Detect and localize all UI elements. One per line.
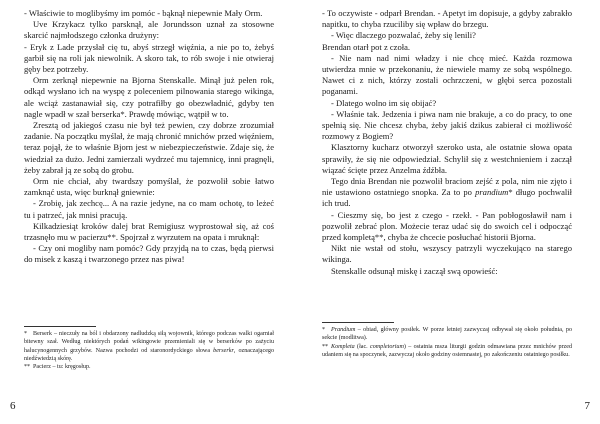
- footnote-mark: *: [322, 327, 326, 333]
- paragraph: [322, 176, 572, 210]
- paragraph: Kilkadziesiąt kroków dalej brat Remigiusz wyprostował się, aż coś trzasnęło mu w pacierzu**. Spojrzał z wyrzutem na opata i mruknął:: [24, 220, 274, 243]
- footnote: [24, 330, 274, 363]
- paragraph: - Zrobię, jak zechcę... A na razie jedyne, na co mam ochotę, to leżeć tu i patrzeć, jak mnisi pracują.: [24, 198, 274, 220]
- footnote: [24, 363, 274, 371]
- footnote-mark: **: [322, 343, 329, 350]
- footnote-text: Berserk – nieczuły na ból i obdarzony nadludzką siłą wojownik, którego podczas walki ogarniał bitewny szał. Według niektórych podań wikingowie przemieniali się w berserków po zażyciu halucynogennych grzybów. Nazwa pochodzi od staronordyckiego słowa: [24, 331, 274, 354]
- footnote-rule: [322, 322, 394, 323]
- left-page: [10, 0, 274, 424]
- paragraph: Uve Krzykacz tylko parsknął, ale Jorundsson uznał za stosowne skarcić najmłodszego członka drużyny:: [24, 19, 274, 41]
- paragraph: - Właściwie to moglibyśmy im pomóc - bąknął niepewnie Mały Orm.: [24, 8, 263, 18]
- paragraph: Klasztorny kucharz otworzył szeroko usta, ale ostatnie słowa opata sprawiły, że się nie odpowiedział. Schylił się z westchnieniem i zaczął wiązać ścięte przez Anzelma źdźbła.: [322, 142, 572, 175]
- prandium-word: prandium: [475, 187, 509, 198]
- footnote: [322, 326, 572, 343]
- paragraph: Brendan otarł pot z czoła.: [322, 41, 411, 52]
- paragraph: Zresztą od jakiegoś czasu nie był też pewien, czy dobrze zrozumiał zadanie. Na początku myślał, że mają chronić mnichów przed więźniem, teraz pojął, że to właśnie Bjorn jest w niebezpieczeństwie. Zdaje się, że wiedział za dużo. Jedni zamierzali wydrzeć mu tajemnicę, inni pragnęli, żeby zabrał ją ze sobą do grobu.: [24, 120, 274, 175]
- paragraph: - Więc dlaczego pozwalać, żeby się lenili?: [331, 30, 476, 41]
- paragraph: - Cieszmy się, bo jest z czego - rzekł. - Pan pobłogosławił nam i pozwolił zebrać plon. Możecie teraz udać się do swoich cel i odpocząć przed kompletą**, chyba że chcecie posłuchać historii Bjorna.: [322, 209, 572, 243]
- footnote-italic: completorium: [370, 343, 404, 350]
- page-number: 6: [10, 400, 16, 412]
- paragraph-text-tail: * długo pochwalił ich trud.: [322, 187, 573, 209]
- paragraph: Nikt nie wstał od stołu, wszyscy patrzyli wyczekująco na starego wikinga.: [322, 243, 572, 265]
- footnote-mark: *: [24, 331, 28, 337]
- right-footnotes: [322, 326, 572, 359]
- paragraph: - Właśnie tak. Jedzenia i piwa nam nie brakuje, a co do pracy, to one spełnią się. Nie chcesz chyba, żeby jakiś dzikus zabierał ci możliwość rozmowy z Bogiem?: [322, 108, 572, 142]
- paragraph-text: Tego dnia Brendan nie pozwolił braciom zejść z pola, nim nie zjęto i nie ustawiono ostatniego snopka. Za to po: [322, 176, 572, 198]
- footnote-mark: **: [24, 364, 31, 371]
- footnote-text: (łac.: [354, 343, 371, 350]
- paragraph: - To oczywiste - odparł Brendan. - Apetyt im dopisuje, a gdyby zabrakło napitku, to chyba rzuciliby się wpław do brzegu.: [322, 8, 572, 30]
- footnote-text: Pacierz – tu: kręgosłup.: [33, 364, 91, 371]
- footnote-text-tail: , oznaczającego niedźwiedzią skórę.: [24, 347, 274, 362]
- paragraph: Orm nie chciał, aby twardszy pomyślał, że pozwolił sobie łatwo zamknąć usta, więc burknął gniewnie:: [24, 176, 274, 198]
- footnote-italic: berserkr: [213, 347, 234, 354]
- paragraph: - Dlatego wolno im się obijać?: [331, 97, 437, 108]
- paragraph: Stenskalle odsunął miskę i zaczął swą opowieść:: [331, 265, 498, 276]
- footnote-term: Prandium: [331, 327, 356, 333]
- left-footnotes: [24, 330, 274, 371]
- footnote-text-tail: ) – ostatnia msza liturgii godzin odmawiana przez mnichów przed udaniem się na spoczynek, zazwyczaj około godziny osiemnastej, po zakończeniu ostatniego posiłku.: [322, 343, 572, 358]
- paragraph: - Czy oni mogliby nam pomóc? Gdy przyjdą na to czas, będą pierwsi do misek z kaszą i twarzonego przez nas piwa!: [24, 243, 274, 265]
- footnote-term: Kompleta: [331, 343, 355, 350]
- paragraph: - Nie nam nad nimi władzy i nie chcę mieć. Każda rozmowa utwierdza mnie w przekonaniu, że niewiele mamy ze sobą wspólnego. Nawet ci z nich, którzy zostali ochrzczeni, w głębi serca pozostali poganami.: [322, 52, 572, 97]
- paragraph: - Eryk z Lade przysłał cię tu, abyś strzegł więźnia, a nie po to, żebyś garbił się na roli jak niewolnik. A skoro tak, to rób swoje i nie otwieraj gęby bez potrzeby.: [24, 41, 274, 75]
- footnote: [322, 343, 572, 360]
- right-page: [322, 0, 590, 424]
- footnote-rule: [24, 326, 96, 327]
- paragraph: Orm zerknął niepewnie na Bjorna Stenskalle. Minął już pełen rok, odkąd wysłano ich na wyspę z poleceniem pilnowania starego wikinga, ale wciąż zastanawiał się, czy potrafiłby go obezwładnić, gdyby ten nagle wpadł w szał berserka*. Prawdę mówiąc, wątpił w to.: [24, 75, 274, 119]
- footnote-text: – obiad, główny posiłek. W porze letniej zazwyczaj odbywał się około południa, po sekcie (modlitwa).: [322, 327, 572, 342]
- page-number: 7: [584, 400, 590, 412]
- right-page-body: [322, 8, 572, 277]
- left-page-body: [24, 8, 274, 266]
